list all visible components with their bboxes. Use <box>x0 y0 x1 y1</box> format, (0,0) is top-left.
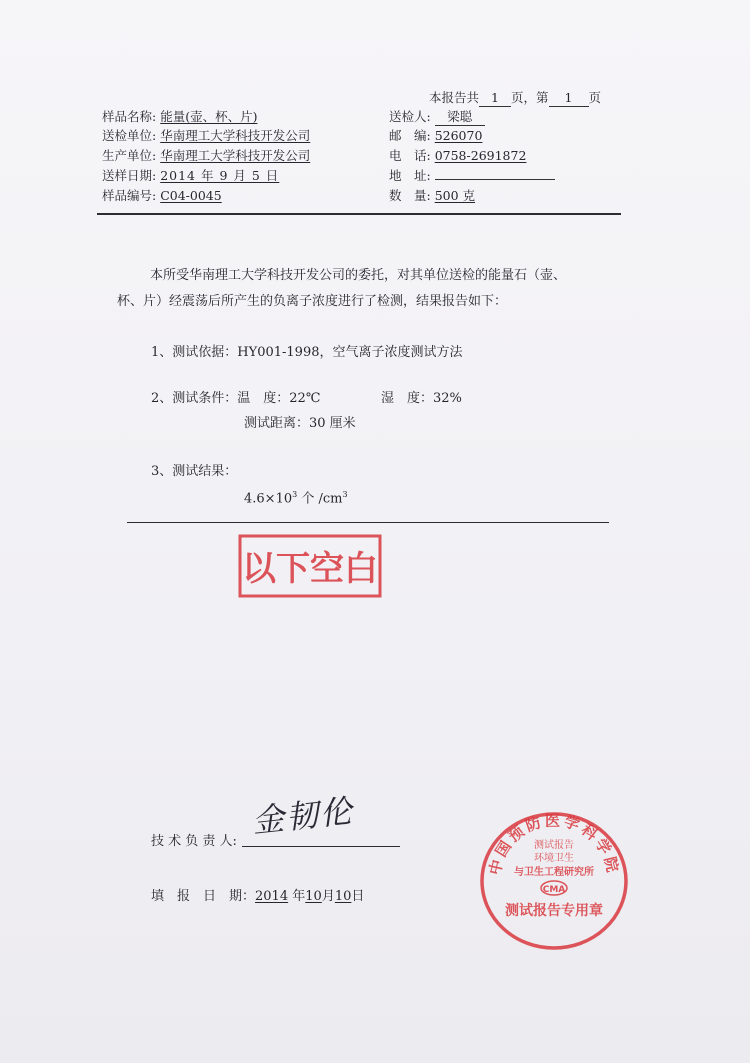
test-result-label: 3、测试结果： <box>151 464 238 479</box>
test-distance: 测试距离：30 厘米 <box>244 416 356 431</box>
result-rule <box>127 522 609 523</box>
submitter: 送检人: 梁聪 <box>389 109 485 126</box>
production-unit: 生产单位: 华南理工大学科技开发公司 <box>102 148 311 163</box>
page-count: 本报告共 1 页，第 1 页 <box>429 90 602 105</box>
seal-inner-3: 与卫生工程研究所 <box>514 867 594 878</box>
intro-line-2: 杯、片）经震荡后所产生的负离子浓度进行了检测，结果报告如下： <box>117 294 508 309</box>
seal-ring-text: 中国预防医学科学院 <box>485 811 623 877</box>
blank-below-stamp <box>236 532 386 602</box>
test-basis: 1、测试依据：HY001-1998，空气离子浓度测试方法 <box>151 345 463 360</box>
official-seal <box>476 808 632 954</box>
seal-inner-1: 测试报告 <box>534 840 574 851</box>
test-result-value: $4.6\times 10^3$ 个 $/cm^3$ <box>244 490 348 507</box>
seal-bottom-text: 测试报告专用章 <box>505 903 603 919</box>
signature-handwriting: 金韧伦 <box>250 791 356 841</box>
postcode: 邮 编: 526070 <box>389 128 483 143</box>
signature-line <box>242 846 400 847</box>
test-conditions: 2、测试条件：温 度：22℃ <box>151 391 321 406</box>
quantity: 数 量: 500 克 <box>389 188 476 203</box>
signature-label: 技 术 负 责 人: <box>151 834 237 849</box>
submit-date: 送样日期: 2014 年 9 月 5 日 <box>102 168 280 183</box>
test-humidity: 湿 度：32% <box>381 391 462 406</box>
sample-name: 样品名称: 能量(壶、杯、片) <box>102 109 258 124</box>
seal-badge: CMA <box>542 885 566 895</box>
fill-date: 填 报 日 期：2014 年10月10日 <box>151 889 365 904</box>
seal-inner-2: 环境卫生 <box>534 853 574 864</box>
header-rule <box>97 213 621 215</box>
blank-below-stamp-text: 以下空白 <box>242 549 378 589</box>
intro-line-1: 本所受华南理工大学科技开发公司的委托，对其单位送检的能量石（壶、 <box>150 268 567 283</box>
sample-number: 样品编号: C04-0045 <box>102 188 222 203</box>
phone: 电 话: 0758-2691872 <box>389 148 527 163</box>
submitting-unit: 送检单位: 华南理工大学科技开发公司 <box>102 128 311 143</box>
address: 地 址: <box>389 168 555 184</box>
